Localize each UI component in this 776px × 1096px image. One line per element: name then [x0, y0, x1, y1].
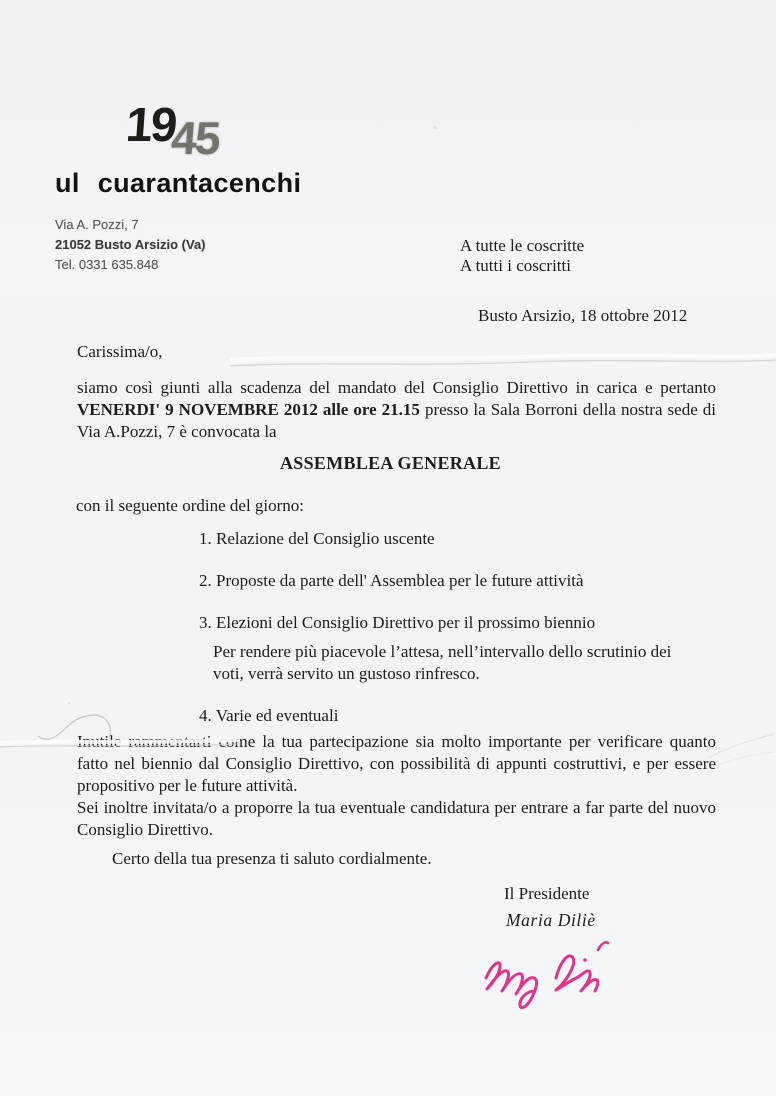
letterhead-address — [55, 215, 206, 275]
logo-year-45: 45 — [169, 112, 221, 164]
signer-name: Maria Diliè — [506, 910, 596, 930]
dust-speck — [433, 126, 437, 129]
place-date-line: Busto Arsizio, 18 ottobre 2012 — [478, 306, 688, 325]
recipient-line-2: A tutti i coscritti — [460, 256, 571, 275]
agenda-item-1 — [199, 528, 683, 550]
fold-crease-upper — [230, 352, 776, 372]
agenda-item-2 — [199, 570, 683, 592]
agenda-item-3-note: Per rendere più piacevole l’attesa, nell’intervallo dello scrutinio dei voti, verrà servito un gustoso rinfresco. — [213, 642, 672, 683]
signature-stroke-first-name — [486, 963, 537, 1008]
closing-paragraph-2: Sei inoltre invitata/o a proporre la tua eventuale candidatura per entrare a far parte del nuovo Consiglio Direttivo. — [77, 798, 716, 839]
organization-name: ul cuarantacenchi — [55, 168, 302, 198]
agenda-item-1-num: 1. — [199, 529, 212, 548]
signature-stroke-last-name — [556, 956, 598, 991]
intro-text-post: presso la Sala Borroni della nostra sede di Via A.Pozzi, 7 è convocata la — [77, 400, 716, 441]
salutation: Carissima/o, — [77, 342, 163, 361]
crinkle-mark — [706, 728, 776, 768]
address-street: Via A. Pozzi, 7 — [55, 217, 139, 232]
recipient-block — [460, 236, 584, 276]
agenda-list — [199, 528, 683, 747]
agenda-item-4-text: Varie ed eventuali — [215, 706, 339, 725]
address-city: 21052 Busto Arsizio (Va) — [55, 237, 206, 252]
agenda-item-3 — [199, 612, 683, 685]
assembly-heading: ASSEMBLEA GENERALE — [280, 453, 501, 473]
agenda-item-4-num: 4. — [199, 706, 212, 725]
meeting-datetime-bold: VENERDI' 9 NOVEMBRE 2012 alle ore 21.15 — [77, 400, 420, 419]
logo-year-19: 19 — [124, 99, 178, 152]
handwritten-signature — [468, 934, 628, 1019]
agenda-item-4 — [199, 705, 683, 727]
agenda-intro: con il seguente ordine del giorno: — [76, 496, 305, 515]
agenda-item-3-text: Elezioni del Consiglio Direttivo per il prossimo biennio — [216, 613, 596, 632]
address-phone: Tel. 0331 635.848 — [55, 257, 159, 272]
agenda-item-2-num: 2. — [199, 571, 212, 590]
closing-paragraph-1: Inutile rammentarti come la tua partecipazione sia molto importante per verificare quanto fatto nel biennio dal Consiglio Direttivo, con possibilità di appunti costruttivi, e per essere propositivo per le future attività. — [77, 732, 716, 795]
dust-speck — [68, 702, 70, 704]
closing-salute: Certo della tua presenza ti saluto cordialmente. — [112, 849, 432, 868]
recipient-line-1: A tutte le coscritte — [460, 236, 585, 255]
agenda-item-1-text: Relazione del Consiglio uscente — [216, 529, 435, 548]
agenda-item-3-num: 3. — [199, 613, 212, 632]
logo-1945 — [124, 98, 224, 164]
intro-text-pre: siamo così giunti alla scadenza del mandato del Consiglio Direttivo in carica e pertanto — [77, 378, 716, 397]
hair-mark — [24, 698, 124, 746]
intro-paragraph — [77, 377, 716, 443]
signer-role: Il Presidente — [504, 884, 590, 903]
agenda-item-2-text: Proposte da parte dell' Assemblea per le future attività — [216, 571, 584, 590]
signature-accent-stroke — [598, 942, 608, 950]
signature-i-dot — [583, 958, 587, 962]
